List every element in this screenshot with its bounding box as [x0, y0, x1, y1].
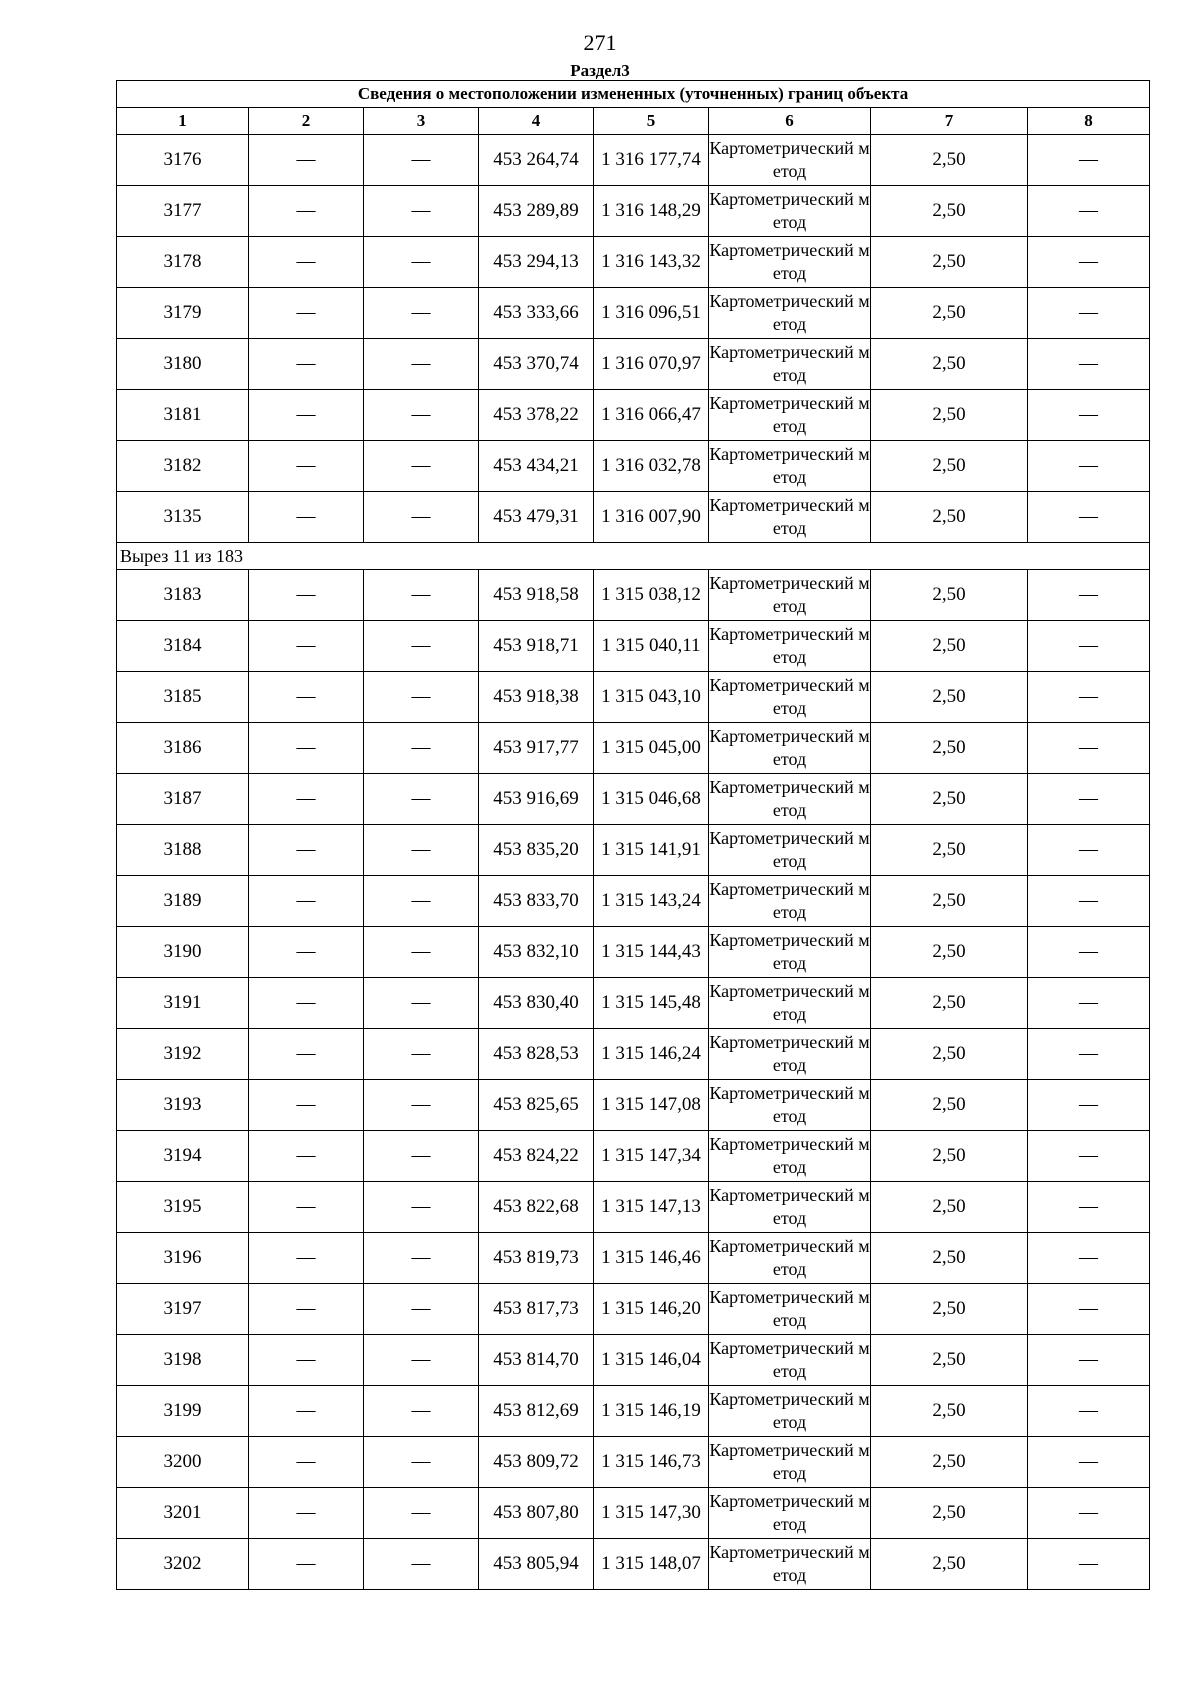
- y-coordinate-cell: 1 315 045,00: [594, 723, 709, 774]
- y-coordinate-cell: 1 315 038,12: [594, 570, 709, 621]
- dash-cell: —: [1028, 825, 1150, 876]
- x-coordinate-cell: 453 805,94: [479, 1539, 594, 1590]
- y-coordinate-cell: 1 315 143,24: [594, 876, 709, 927]
- dash-cell: —: [364, 1029, 479, 1080]
- table-row: [117, 1131, 1150, 1182]
- x-coordinate-cell: 453 833,70: [479, 876, 594, 927]
- dash-cell: —: [1028, 1233, 1150, 1284]
- dash-cell: —: [249, 927, 364, 978]
- dash-cell: —: [364, 876, 479, 927]
- accuracy-cell: 2,50: [871, 1335, 1028, 1386]
- dash-cell: —: [364, 339, 479, 390]
- method-cell: Картометрический метод: [709, 186, 871, 237]
- method-cell: Картометрический метод: [709, 1437, 871, 1488]
- table-row: [117, 1437, 1150, 1488]
- accuracy-cell: 2,50: [871, 1080, 1028, 1131]
- accuracy-cell: 2,50: [871, 774, 1028, 825]
- dash-cell: —: [364, 441, 479, 492]
- point-number-cell: 3181: [117, 390, 249, 441]
- accuracy-cell: 2,50: [871, 135, 1028, 186]
- table-row: [117, 288, 1150, 339]
- dash-cell: —: [249, 570, 364, 621]
- dash-cell: —: [364, 288, 479, 339]
- x-coordinate-cell: 453 917,77: [479, 723, 594, 774]
- accuracy-cell: 2,50: [871, 825, 1028, 876]
- dash-cell: —: [249, 1437, 364, 1488]
- table-row: [117, 1284, 1150, 1335]
- x-coordinate-cell: 453 824,22: [479, 1131, 594, 1182]
- table-row: [117, 1488, 1150, 1539]
- y-coordinate-cell: 1 315 146,19: [594, 1386, 709, 1437]
- y-coordinate-cell: 1 315 046,68: [594, 774, 709, 825]
- y-coordinate-cell: 1 315 144,43: [594, 927, 709, 978]
- dash-cell: —: [364, 774, 479, 825]
- accuracy-cell: 2,50: [871, 1539, 1028, 1590]
- dash-cell: —: [364, 186, 479, 237]
- method-cell: Картометрический метод: [709, 672, 871, 723]
- dash-cell: —: [249, 1386, 364, 1437]
- dash-cell: —: [1028, 927, 1150, 978]
- accuracy-cell: 2,50: [871, 288, 1028, 339]
- dash-cell: —: [249, 186, 364, 237]
- x-coordinate-cell: 453 378,22: [479, 390, 594, 441]
- dash-cell: —: [249, 723, 364, 774]
- x-coordinate-cell: 453 918,58: [479, 570, 594, 621]
- point-number-cell: 3194: [117, 1131, 249, 1182]
- dash-cell: —: [249, 978, 364, 1029]
- accuracy-cell: 2,50: [871, 1233, 1028, 1284]
- x-coordinate-cell: 453 819,73: [479, 1233, 594, 1284]
- page-number: 271: [583, 30, 617, 55]
- point-number-cell: 3191: [117, 978, 249, 1029]
- point-number-cell: 3182: [117, 441, 249, 492]
- x-coordinate-cell: 453 807,80: [479, 1488, 594, 1539]
- accuracy-cell: 2,50: [871, 723, 1028, 774]
- method-cell: Картометрический метод: [709, 1029, 871, 1080]
- column-header: 7: [871, 108, 1028, 135]
- x-coordinate-cell: 453 809,72: [479, 1437, 594, 1488]
- y-coordinate-cell: 1 315 147,13: [594, 1182, 709, 1233]
- table-row: [117, 390, 1150, 441]
- column-header: 3: [364, 108, 479, 135]
- dash-cell: —: [1028, 723, 1150, 774]
- dash-cell: —: [1028, 339, 1150, 390]
- dash-cell: —: [1028, 1080, 1150, 1131]
- y-coordinate-cell: 1 315 146,20: [594, 1284, 709, 1335]
- dash-cell: —: [1028, 621, 1150, 672]
- dash-cell: —: [364, 1080, 479, 1131]
- column-header: 6: [709, 108, 871, 135]
- boundary-table: [116, 80, 1150, 1590]
- x-coordinate-cell: 453 832,10: [479, 927, 594, 978]
- dash-cell: —: [1028, 1386, 1150, 1437]
- dash-cell: —: [364, 1131, 479, 1182]
- accuracy-cell: 2,50: [871, 492, 1028, 543]
- dash-cell: —: [1028, 441, 1150, 492]
- dash-cell: —: [1028, 1284, 1150, 1335]
- x-coordinate-cell: 453 370,74: [479, 339, 594, 390]
- method-cell: Картометрический метод: [709, 927, 871, 978]
- accuracy-cell: 2,50: [871, 339, 1028, 390]
- dash-cell: —: [249, 1284, 364, 1335]
- dash-cell: —: [364, 1488, 479, 1539]
- table-row: [117, 570, 1150, 621]
- method-cell: Картометрический метод: [709, 876, 871, 927]
- method-cell: Картометрический метод: [709, 978, 871, 1029]
- table-row: [117, 237, 1150, 288]
- dash-cell: —: [249, 390, 364, 441]
- dash-cell: —: [364, 825, 479, 876]
- dash-cell: —: [1028, 1131, 1150, 1182]
- dash-cell: —: [249, 1335, 364, 1386]
- y-coordinate-cell: 1 315 145,48: [594, 978, 709, 1029]
- x-coordinate-cell: 453 479,31: [479, 492, 594, 543]
- dash-cell: —: [249, 135, 364, 186]
- method-cell: Картометрический метод: [709, 441, 871, 492]
- dash-cell: —: [1028, 1437, 1150, 1488]
- dash-cell: —: [249, 621, 364, 672]
- method-cell: Картометрический метод: [709, 570, 871, 621]
- dash-cell: —: [1028, 1182, 1150, 1233]
- dash-cell: —: [364, 1437, 479, 1488]
- table-row: [117, 774, 1150, 825]
- table-row: [117, 876, 1150, 927]
- y-coordinate-cell: 1 315 148,07: [594, 1539, 709, 1590]
- method-cell: Картометрический метод: [709, 390, 871, 441]
- y-coordinate-cell: 1 316 032,78: [594, 441, 709, 492]
- point-number-cell: 3184: [117, 621, 249, 672]
- x-coordinate-cell: 453 289,89: [479, 186, 594, 237]
- point-number-cell: 3201: [117, 1488, 249, 1539]
- y-coordinate-cell: 1 315 146,24: [594, 1029, 709, 1080]
- method-cell: Картометрический метод: [709, 1488, 871, 1539]
- x-coordinate-cell: 453 264,74: [479, 135, 594, 186]
- dash-cell: —: [1028, 288, 1150, 339]
- y-coordinate-cell: 1 315 141,91: [594, 825, 709, 876]
- x-coordinate-cell: 453 835,20: [479, 825, 594, 876]
- y-coordinate-cell: 1 315 147,08: [594, 1080, 709, 1131]
- dash-cell: —: [364, 1284, 479, 1335]
- table-row: [117, 672, 1150, 723]
- method-cell: Картометрический метод: [709, 621, 871, 672]
- dash-cell: —: [364, 1335, 479, 1386]
- column-header: 2: [249, 108, 364, 135]
- method-cell: Картометрический метод: [709, 1182, 871, 1233]
- accuracy-cell: 2,50: [871, 570, 1028, 621]
- y-coordinate-cell: 1 315 146,73: [594, 1437, 709, 1488]
- x-coordinate-cell: 453 814,70: [479, 1335, 594, 1386]
- accuracy-cell: 2,50: [871, 876, 1028, 927]
- column-header: 4: [479, 108, 594, 135]
- dash-cell: —: [1028, 876, 1150, 927]
- dash-cell: —: [249, 774, 364, 825]
- dash-cell: —: [249, 876, 364, 927]
- dash-cell: —: [249, 288, 364, 339]
- dash-cell: —: [249, 1539, 364, 1590]
- point-number-cell: 3198: [117, 1335, 249, 1386]
- dash-cell: —: [1028, 1335, 1150, 1386]
- dash-cell: —: [364, 927, 479, 978]
- y-coordinate-cell: 1 316 070,97: [594, 339, 709, 390]
- dash-cell: —: [364, 570, 479, 621]
- dash-cell: —: [249, 237, 364, 288]
- column-header: 8: [1028, 108, 1150, 135]
- accuracy-cell: 2,50: [871, 621, 1028, 672]
- accuracy-cell: 2,50: [871, 1386, 1028, 1437]
- method-cell: Картометрический метод: [709, 288, 871, 339]
- dash-cell: —: [364, 672, 479, 723]
- accuracy-cell: 2,50: [871, 237, 1028, 288]
- dash-cell: —: [1028, 492, 1150, 543]
- dash-cell: —: [1028, 672, 1150, 723]
- x-coordinate-cell: 453 918,71: [479, 621, 594, 672]
- dash-cell: —: [249, 672, 364, 723]
- accuracy-cell: 2,50: [871, 978, 1028, 1029]
- dash-cell: —: [364, 1182, 479, 1233]
- dash-cell: —: [249, 492, 364, 543]
- table-row: [117, 1539, 1150, 1590]
- table-row: [117, 621, 1150, 672]
- dash-cell: —: [249, 1029, 364, 1080]
- point-number-cell: 3183: [117, 570, 249, 621]
- column-header: 5: [594, 108, 709, 135]
- point-number-cell: 3195: [117, 1182, 249, 1233]
- accuracy-cell: 2,50: [871, 672, 1028, 723]
- point-number-cell: 3192: [117, 1029, 249, 1080]
- table-row: [117, 927, 1150, 978]
- table-row: [117, 825, 1150, 876]
- accuracy-cell: 2,50: [871, 1437, 1028, 1488]
- table-row: [117, 1335, 1150, 1386]
- method-cell: Картометрический метод: [709, 492, 871, 543]
- point-number-cell: 3190: [117, 927, 249, 978]
- table-row: [117, 135, 1150, 186]
- table-row: [117, 1182, 1150, 1233]
- x-coordinate-cell: 453 294,13: [479, 237, 594, 288]
- dash-cell: —: [364, 1233, 479, 1284]
- dash-cell: —: [364, 1386, 479, 1437]
- method-cell: Картометрический метод: [709, 1080, 871, 1131]
- method-cell: Картометрический метод: [709, 135, 871, 186]
- table-row: [117, 339, 1150, 390]
- table-title: Сведения о местоположении измененных (уточненных) границ объекта: [117, 81, 1150, 108]
- x-coordinate-cell: 453 333,66: [479, 288, 594, 339]
- table-row: [117, 441, 1150, 492]
- y-coordinate-cell: 1 315 146,46: [594, 1233, 709, 1284]
- dash-cell: —: [249, 1131, 364, 1182]
- dash-cell: —: [364, 1539, 479, 1590]
- y-coordinate-cell: 1 315 040,11: [594, 621, 709, 672]
- table-row: [117, 723, 1150, 774]
- method-cell: Картометрический метод: [709, 1284, 871, 1335]
- table-row: [117, 978, 1150, 1029]
- table-row: [117, 1386, 1150, 1437]
- accuracy-cell: 2,50: [871, 390, 1028, 441]
- subsection-row: [117, 543, 1150, 570]
- point-number-cell: 3189: [117, 876, 249, 927]
- dash-cell: —: [364, 492, 479, 543]
- dash-cell: —: [364, 390, 479, 441]
- dash-cell: —: [1028, 774, 1150, 825]
- subsection-label: Вырез 11 из 183: [117, 543, 1150, 570]
- point-number-cell: 3199: [117, 1386, 249, 1437]
- accuracy-cell: 2,50: [871, 1488, 1028, 1539]
- y-coordinate-cell: 1 316 007,90: [594, 492, 709, 543]
- table-row: [117, 1233, 1150, 1284]
- method-cell: Картометрический метод: [709, 237, 871, 288]
- dash-cell: —: [249, 1233, 364, 1284]
- dash-cell: —: [364, 135, 479, 186]
- x-coordinate-cell: 453 825,65: [479, 1080, 594, 1131]
- method-cell: Картометрический метод: [709, 1131, 871, 1182]
- dash-cell: —: [1028, 1539, 1150, 1590]
- point-number-cell: 3196: [117, 1233, 249, 1284]
- dash-cell: —: [1028, 570, 1150, 621]
- x-coordinate-cell: 453 830,40: [479, 978, 594, 1029]
- dash-cell: —: [1028, 186, 1150, 237]
- point-number-cell: 3179: [117, 288, 249, 339]
- column-header: 1: [117, 108, 249, 135]
- point-number-cell: 3200: [117, 1437, 249, 1488]
- dash-cell: —: [364, 978, 479, 1029]
- dash-cell: —: [249, 825, 364, 876]
- method-cell: Картометрический метод: [709, 825, 871, 876]
- method-cell: Картометрический метод: [709, 774, 871, 825]
- point-number-cell: 3188: [117, 825, 249, 876]
- table-row: [117, 1080, 1150, 1131]
- dash-cell: —: [249, 441, 364, 492]
- y-coordinate-cell: 1 315 043,10: [594, 672, 709, 723]
- point-number-cell: 3178: [117, 237, 249, 288]
- x-coordinate-cell: 453 918,38: [479, 672, 594, 723]
- method-cell: Картометрический метод: [709, 339, 871, 390]
- dash-cell: —: [364, 621, 479, 672]
- method-cell: Картометрический метод: [709, 1335, 871, 1386]
- accuracy-cell: 2,50: [871, 927, 1028, 978]
- point-number-cell: 3186: [117, 723, 249, 774]
- accuracy-cell: 2,50: [871, 1029, 1028, 1080]
- method-cell: Картометрический метод: [709, 1233, 871, 1284]
- dash-cell: —: [1028, 978, 1150, 1029]
- y-coordinate-cell: 1 316 066,47: [594, 390, 709, 441]
- point-number-cell: 3187: [117, 774, 249, 825]
- point-number-cell: 3185: [117, 672, 249, 723]
- dash-cell: —: [249, 1182, 364, 1233]
- dash-cell: —: [249, 1080, 364, 1131]
- y-coordinate-cell: 1 316 096,51: [594, 288, 709, 339]
- dash-cell: —: [1028, 135, 1150, 186]
- y-coordinate-cell: 1 315 146,04: [594, 1335, 709, 1386]
- method-cell: Картометрический метод: [709, 1539, 871, 1590]
- y-coordinate-cell: 1 315 147,30: [594, 1488, 709, 1539]
- table-title-row: [117, 81, 1150, 108]
- accuracy-cell: 2,50: [871, 441, 1028, 492]
- dash-cell: —: [249, 339, 364, 390]
- accuracy-cell: 2,50: [871, 186, 1028, 237]
- point-number-cell: 3180: [117, 339, 249, 390]
- table-row: [117, 1029, 1150, 1080]
- y-coordinate-cell: 1 316 148,29: [594, 186, 709, 237]
- x-coordinate-cell: 453 817,73: [479, 1284, 594, 1335]
- x-coordinate-cell: 453 812,69: [479, 1386, 594, 1437]
- dash-cell: —: [1028, 390, 1150, 441]
- dash-cell: —: [364, 723, 479, 774]
- method-cell: Картометрический метод: [709, 1386, 871, 1437]
- accuracy-cell: 2,50: [871, 1182, 1028, 1233]
- y-coordinate-cell: 1 315 147,34: [594, 1131, 709, 1182]
- x-coordinate-cell: 453 916,69: [479, 774, 594, 825]
- accuracy-cell: 2,50: [871, 1131, 1028, 1182]
- y-coordinate-cell: 1 316 177,74: [594, 135, 709, 186]
- dash-cell: —: [1028, 1029, 1150, 1080]
- x-coordinate-cell: 453 828,53: [479, 1029, 594, 1080]
- method-cell: Картометрический метод: [709, 723, 871, 774]
- table-row: [117, 492, 1150, 543]
- point-number-cell: 3176: [117, 135, 249, 186]
- dash-cell: —: [1028, 1488, 1150, 1539]
- point-number-cell: 3177: [117, 186, 249, 237]
- point-number-cell: 3135: [117, 492, 249, 543]
- point-number-cell: 3202: [117, 1539, 249, 1590]
- column-header-row: [117, 108, 1150, 135]
- table-row: [117, 186, 1150, 237]
- x-coordinate-cell: 453 434,21: [479, 441, 594, 492]
- x-coordinate-cell: 453 822,68: [479, 1182, 594, 1233]
- point-number-cell: 3193: [117, 1080, 249, 1131]
- accuracy-cell: 2,50: [871, 1284, 1028, 1335]
- dash-cell: —: [364, 237, 479, 288]
- point-number-cell: 3197: [117, 1284, 249, 1335]
- dash-cell: —: [1028, 237, 1150, 288]
- y-coordinate-cell: 1 316 143,32: [594, 237, 709, 288]
- dash-cell: —: [249, 1488, 364, 1539]
- section-label: Раздел3: [570, 61, 630, 80]
